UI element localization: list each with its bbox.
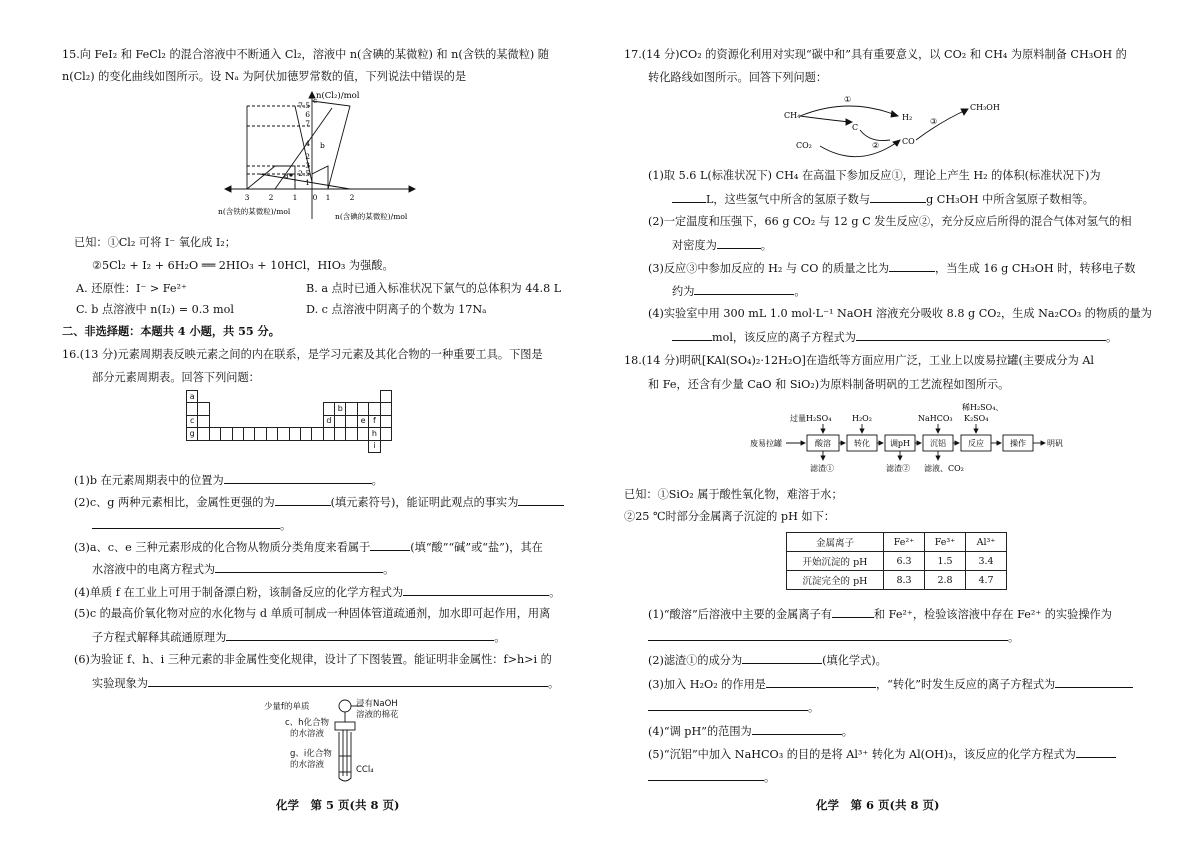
- q17-p4: (4)实验室中用 300 mL 1.0 mol·L⁻¹ NaOH 溶液充分吸收 8.8 g CO₂，生成 Na₂CO₃ 的物质的量为: [648, 307, 1152, 320]
- ph-table: [786, 532, 1007, 590]
- table-row: [787, 552, 1007, 571]
- q16-p3-cont: 水溶液中的电离方程式为 。: [92, 563, 395, 576]
- diag-c: C: [852, 123, 859, 132]
- answer-blank[interactable]: [717, 237, 761, 249]
- q17-p2: (2)一定温度和压强下，66 g CO₂ 与 12 g C 发生反应②，充分反应后所得的混合气体对氢气的相: [648, 215, 1132, 228]
- q16-p4: (4)单质 f 在工业上可用于制备漂白粉，该制备反应的化学方程式为 。: [74, 586, 561, 599]
- q18-known1: 已知：①SiO₂ 属于酸性氧化物，难溶于水；: [624, 488, 843, 501]
- q17-p2-cont: 对密度为 。: [672, 239, 772, 252]
- q17-route-diagram: [780, 88, 1020, 168]
- q18-p2: (2)滤渣①的成分为 (填化学式)。: [648, 654, 887, 667]
- apparatus-label-7: 的水溶液: [290, 760, 325, 770]
- answer-blank[interactable]: [403, 584, 549, 596]
- q18-flowchart: [750, 396, 1080, 476]
- flow-reagent-1: 过量H₂SO₄: [790, 414, 832, 423]
- right-page: [600, 0, 1200, 848]
- diag-ch4: CH₄: [784, 111, 801, 120]
- answer-blank[interactable]: [224, 472, 372, 484]
- q18-p3-cont: 。: [648, 699, 819, 715]
- graph-ytick: 2.5: [298, 169, 310, 178]
- cell-h: h: [369, 428, 380, 440]
- graph-point-c: c: [313, 96, 318, 105]
- answer-blank[interactable]: [92, 517, 280, 529]
- answer-blank[interactable]: [870, 191, 926, 203]
- answer-blank[interactable]: [1055, 676, 1133, 688]
- answer-blank[interactable]: [832, 606, 874, 618]
- answer-blank[interactable]: [752, 723, 842, 735]
- answer-blank[interactable]: [889, 260, 935, 272]
- graph-point-b: b: [320, 141, 325, 150]
- q16-p3: (3)a、c、e 三种元素形成的化合物从物质分类角度来看属于 (填“酸”“碱”或“盐”)，其在: [74, 541, 543, 554]
- cell-c: c: [187, 415, 198, 427]
- answer-blank[interactable]: [648, 629, 1008, 641]
- q15-option-a[interactable]: A. 还原性：I⁻ > Fe²⁺: [76, 282, 187, 295]
- q17-line1: 17.(14 分)CO₂ 的资源化利用对实现“碳中和”具有重要意义，以 CO₂ 和 CH₄ 为原料制备 CH₃OH 的: [624, 48, 1127, 61]
- q16-p5: (5)c 的最高价氧化物对应的水化物与 d 单质可制成一种固体管道疏通剂，加水即可起作用，用离: [74, 607, 551, 620]
- q17-p3-cont: 约为 。: [672, 285, 806, 298]
- q16-p6: (6)为验证 f、h、i 三种元素的非金属性变化规律，设计了下图装置。能证明非金属性：f>h>i 的: [74, 653, 552, 666]
- graph-ytick: 6: [305, 110, 310, 119]
- q18-p1: (1)“酸溶”后溶液中主要的金属离子有 和 Fe²⁺，检验该溶液中存在 Fe²⁺ 的实验操作为: [648, 608, 1112, 621]
- q17-p1: (1)取 5.6 L(标准状况下) CH₄ 在高温下参加反应①，理论上产生 H₂ 的体积(标准状况下)为: [648, 169, 1101, 182]
- flow-step: 转化: [854, 439, 870, 448]
- graph-xtick: 3: [244, 193, 250, 202]
- cell-i: i: [369, 440, 380, 452]
- q15-known1: 已知：①Cl₂ 可将 I⁻ 氧化成 I₂；: [74, 236, 236, 249]
- graph-xtick: 1: [292, 193, 298, 202]
- graph-ytick: 1: [305, 178, 310, 187]
- ph-table-cell: 开始沉淀的 pH: [787, 552, 884, 571]
- q18-p3: (3)加入 H₂O₂ 的作用是 ，“转化”时发生反应的离子方程式为: [648, 676, 1133, 692]
- flow-reagent-2: H₂O₂: [852, 414, 872, 423]
- flow-step: 调pH: [889, 439, 911, 448]
- periodic-table: [186, 390, 392, 453]
- q16-p2: (2)c、g 两种元素相比，金属性更强的为 (填元素符号)，能证明此观点的事实为: [74, 494, 564, 510]
- answer-blank[interactable]: [648, 769, 764, 781]
- cell-a: a: [187, 391, 198, 403]
- section-2-heading: 二、非选择题：本题共 4 小题，共 55 分。: [62, 324, 280, 338]
- cell-b: b: [335, 403, 346, 415]
- answer-blank[interactable]: [275, 494, 331, 506]
- q15-option-d[interactable]: D. c 点溶液中阴离子的个数为 17Nₐ: [306, 303, 487, 316]
- graph-point-a: a: [284, 171, 289, 180]
- graph-ytick: 3: [305, 161, 310, 170]
- q16-p5-cont: 子方程式解释其疏通原理为 。: [92, 631, 506, 644]
- answer-blank[interactable]: [742, 652, 822, 664]
- graph-ytick: 4: [305, 139, 310, 148]
- graph-ytick: 2: [305, 152, 310, 161]
- diag-co: CO: [902, 137, 915, 146]
- apparatus-label-2: 浸有NaOH: [356, 699, 398, 709]
- flow-output-3: 滤液、CO₂: [924, 464, 964, 473]
- diag-step3: ③: [930, 117, 938, 126]
- graph-right-axis-label: n(含碘的某微粒)/mol: [335, 212, 408, 221]
- q18-line2: 和 Fe，还含有少量 CaO 和 SiO₂)为原料制备明矾的工艺流程如图所示。: [648, 378, 1010, 391]
- q15-line1: 15.向 FeI₂ 和 FeCl₂ 的混合溶液中不断通入 Cl₂，溶液中 n(含碘的某微粒) 和 n(含铁的某微粒) 随: [62, 48, 549, 61]
- answer-blank[interactable]: [226, 629, 494, 641]
- right-page-footer: 化学 第 6 页(共 8 页): [816, 798, 940, 812]
- flow-end: 明矾: [1047, 439, 1063, 448]
- answer-blank[interactable]: [148, 675, 548, 687]
- graph-xtick: 1: [325, 193, 331, 202]
- graph-left-axis-label: n(含铁的某微粒)/mol: [218, 207, 291, 216]
- q18-line1: 18.(14 分)明矾[KAl(SO₄)₂·12H₂O]在造纸等方面应用广泛，工业上以废易拉罐(主要成分为 Al: [624, 354, 1094, 367]
- ph-table-cell: 4.7: [966, 571, 1007, 590]
- flow-reagent-4a: 稀H₂SO₄、: [962, 403, 1004, 412]
- q17-p4-cont: mol，该反应的离子方程式为 。: [672, 329, 1117, 345]
- q17-line2: 转化路线如图所示。回答下列问题：: [648, 71, 828, 84]
- diag-h2: H₂: [902, 113, 913, 122]
- q15-option-b[interactable]: B. a 点时已通入标准状况下氯气的总体积为 44.8 L: [306, 282, 562, 295]
- graph-xtick: 2: [349, 193, 355, 202]
- q15-graph: [200, 86, 440, 226]
- graph-xtick: 0: [312, 193, 318, 202]
- flow-reagent-4b: K₂SO₄: [964, 414, 989, 423]
- table-row: [787, 571, 1007, 590]
- q17-p3: (3)反应③中参加反应的 H₂ 与 CO 的质量之比为 ，当生成 16 g CH₃OH 时，转移电子数: [648, 262, 1136, 275]
- answer-blank[interactable]: [370, 539, 410, 551]
- cell-f: f: [369, 415, 380, 427]
- cell-d: d: [323, 415, 334, 427]
- answer-blank[interactable]: [856, 329, 1106, 341]
- flow-reagent-3: NaHCO₃: [918, 414, 953, 423]
- ph-table-cell: 沉淀完全的 pH: [787, 571, 884, 590]
- q18-p1-cont: 。: [648, 629, 1019, 645]
- diag-step2: ②: [872, 141, 880, 150]
- ph-table-cell: 6.3: [884, 552, 925, 571]
- ph-table-cell: 8.3: [884, 571, 925, 590]
- left-page-footer: 化学 第 5 页(共 8 页): [276, 798, 400, 812]
- answer-blank[interactable]: [672, 329, 712, 341]
- flow-step: 沉铝: [930, 439, 946, 448]
- q17-p1-cont: L，这些氢气中所含的氢原子数与 g CH₃OH 中所含氢原子数相等。: [672, 191, 1094, 207]
- flow-output-1: 滤渣①: [810, 464, 834, 473]
- apparatus-label-4: c、h化合物: [285, 718, 330, 728]
- diag-step1: ①: [844, 95, 852, 104]
- q16-p1: (1)b 在元素周期表中的位置为 。: [74, 474, 383, 487]
- ph-table-header: Al³⁺: [966, 533, 1007, 552]
- ph-table-cell: 2.8: [925, 571, 966, 590]
- q16-p6-cont: 实验现象为 。: [92, 677, 560, 690]
- ph-table-cell: 3.4: [966, 552, 1007, 571]
- answer-blank[interactable]: [518, 494, 564, 506]
- q15-line2: n(Cl₂) 的变化曲线如图所示。设 Nₐ 为阿伏加德罗常数的值，下列说法中错误的是: [62, 70, 467, 83]
- apparatus-label-6: g、i化合物: [290, 749, 332, 759]
- flow-start: 废易拉罐: [750, 439, 782, 448]
- ph-table-header: Fe²⁺: [884, 533, 925, 552]
- apparatus-label-3: 溶液的棉花: [356, 710, 399, 720]
- apparatus-label-8: CCl₄: [356, 765, 374, 775]
- cell-g: g: [187, 428, 198, 440]
- q16-line1: 16.(13 分)元素周期表反映元素之间的内在联系，是学习元素及其化合物的一种重要工具。下图是: [62, 348, 543, 361]
- flow-step: 操作: [1010, 439, 1026, 448]
- apparatus-label-1: 少量f的单质: [264, 702, 310, 712]
- q18-known2: ②25 ℃时部分金属离子沉淀的 pH 如下：: [624, 510, 835, 523]
- diag-co2: CO₂: [796, 141, 812, 150]
- q15-known2: ②5Cl₂ + I₂ + 6H₂O ══ 2HIO₃ + 10HCl，HIO₃ 为强酸。: [92, 259, 394, 272]
- q15-option-c[interactable]: C. b 点溶液中 n(I₂) = 0.3 mol: [76, 303, 234, 316]
- q16-p2-cont: 。: [92, 517, 291, 533]
- graph-ytick: 7: [305, 119, 310, 128]
- graph-ytick: 7.5: [298, 101, 310, 110]
- flow-step: 酸溶: [815, 439, 831, 448]
- answer-blank[interactable]: [215, 561, 383, 573]
- flow-output-2: 滤渣②: [886, 464, 910, 473]
- answer-blank[interactable]: [766, 676, 876, 688]
- q18-p4: (4)“调 pH”的范围为 。: [648, 725, 853, 738]
- ph-table-cell: 1.5: [925, 552, 966, 571]
- answer-blank[interactable]: [1076, 746, 1116, 758]
- ph-table-header: Fe³⁺: [925, 533, 966, 552]
- flow-step: 反应: [968, 439, 984, 448]
- diag-ch3oh: CH₃OH: [970, 103, 1000, 112]
- q18-p5: (5)“沉铝”中加入 NaHCO₃ 的目的是将 Al³⁺ 转化为 Al(OH)₃，该反应的化学方程式为: [648, 746, 1116, 762]
- apparatus-label-5: 的水溶液: [290, 729, 325, 739]
- answer-blank[interactable]: [648, 699, 808, 711]
- cell-e: e: [357, 415, 368, 427]
- ph-table-header: 金属离子: [787, 533, 884, 552]
- graph-y-label: n(Cl₂)/mol: [316, 91, 360, 101]
- answer-blank[interactable]: [694, 283, 794, 295]
- graph-xtick: 2: [268, 193, 274, 202]
- answer-blank[interactable]: [672, 191, 706, 203]
- q16-line2: 部分元素周期表。回答下列问题：: [92, 371, 260, 384]
- q18-p5-cont: 。: [648, 769, 775, 785]
